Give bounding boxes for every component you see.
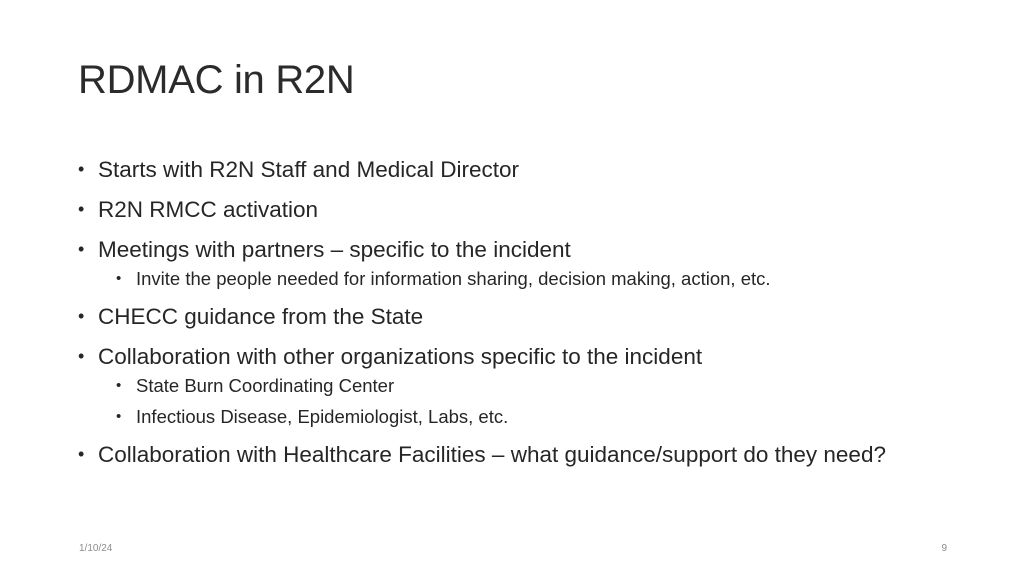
bullet-item <box>78 342 958 429</box>
slide-title: RDMAC in R2N <box>78 58 355 102</box>
bullet-dot-icon: • <box>116 270 122 287</box>
bullet-dot-icon: • <box>116 408 122 425</box>
sub-bullet-list <box>98 267 958 291</box>
bullet-item <box>78 302 958 331</box>
bullet-text: Collaboration with other organizations specific to the incident <box>98 344 703 369</box>
bullet-text: CHECC guidance from the State <box>98 304 424 329</box>
bullet-dot-icon: • <box>78 306 85 326</box>
sub-bullet-text: Infectious Disease, Epidemiologist, Labs, etc. <box>136 406 509 427</box>
footer-date: 1/10/24 <box>79 543 113 554</box>
bullet-dot-icon: • <box>78 239 85 259</box>
sub-bullet-list <box>98 374 958 429</box>
bullet-item <box>78 235 958 291</box>
page-number: 9 <box>941 543 947 554</box>
bullet-item <box>78 440 958 469</box>
bullet-dot-icon: • <box>78 444 85 464</box>
bullet-dot-icon: • <box>78 199 85 219</box>
bullet-list <box>78 155 958 480</box>
bullet-item <box>78 195 958 224</box>
bullet-text: Meetings with partners – specific to the incident <box>98 237 571 262</box>
sub-bullet-item <box>116 374 958 398</box>
bullet-item <box>78 155 958 184</box>
sub-bullet-text: Invite the people needed for information sharing, decision making, action, etc. <box>136 268 771 289</box>
bullet-text: Collaboration with Healthcare Facilities – what guidance/support do they need? <box>98 442 886 467</box>
sub-bullet-text: State Burn Coordinating Center <box>136 375 395 396</box>
bullet-dot-icon: • <box>116 377 122 394</box>
bullet-text: Starts with R2N Staff and Medical Director <box>98 157 519 182</box>
sub-bullet-item <box>116 267 958 291</box>
sub-bullet-item <box>116 405 958 429</box>
bullet-dot-icon: • <box>78 346 85 366</box>
bullet-dot-icon: • <box>78 159 85 179</box>
bullet-text: R2N RMCC activation <box>98 197 319 222</box>
